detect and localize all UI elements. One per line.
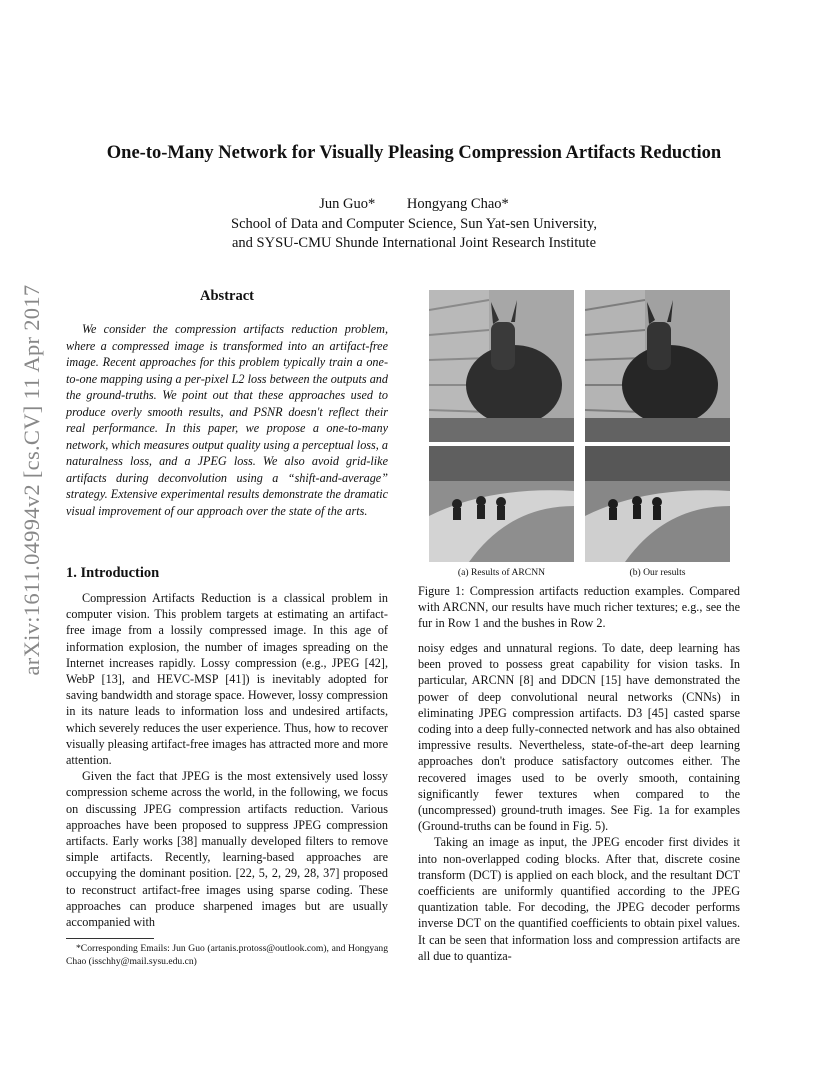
- paragraph: Given the fact that JPEG is the most extensively used lossy compression scheme across the world, in the following, we focus on discussing JPEG compression artifacts reduction. Various approaches have been proposed to suppress JPEG compression artifacts. Early works [38] manually developed filters to remove simple artifacts. Recently, learning-based approaches are occupying the dominant position. [22, 5, 2, 29, 28, 37] proposed to reconstruct artifact-free images using sparse coding. These approaches can produce sharpened images but are usually accompanied with: [66, 769, 388, 930]
- abstract-heading: Abstract: [200, 288, 254, 304]
- paragraph: Taking an image as input, the JPEG encoder first divides it into non-overlapped coding blocks. After that, discrete cosine transform (DCT) is applied on each block, and the resultant DCT coefficients are uniformly quantified according to the JPEG quantization table. For decoding, the JPEG decoder performs inverse DCT on the quantified coefficients to obtain pixel values. It can be seen that information loss and compression artifacts are all due to quantiza-: [418, 835, 740, 963]
- author-name: Jun Guo*: [319, 196, 376, 212]
- figure-image-cyclists-ours: [585, 446, 730, 562]
- affiliation-line: and SYSU-CMU Shunde International Joint Research Institute: [231, 235, 597, 251]
- footnote: *Corresponding Emails: Jun Guo (artanis.protoss@outlook.com), and Hongyang Chao (isschhy@mail.sysu.edu.cn): [66, 943, 388, 968]
- author-list: [0, 196, 828, 213]
- subfigure-caption: (a) Results of ARCNN: [457, 567, 546, 578]
- paragraph: Compression Artifacts Reduction is a classical problem in computer vision. This problem targets at estimating an artifact-free image from a lossily compressed image. In this age of information explosion, the number of images spreading on the Internet increases rapidly. Lossy compression (e.g., JPEG [42], WebP [13], and HEVC-MSP [41]) is inevitably adopted for saving bandwidth and storage space. However, lossy compression in its nature leads to information loss and undesired artifacts, which severely reduces the user experience. Thus, how to recover visually pleasing artifact-free images has attracted more and more attention.: [66, 591, 388, 768]
- abstract-text: We consider the compression artifacts reduction problem, where a compressed image is transformed into an artifact-free image. Recent approaches for this problem typically train a one-to-one mapping using a per-pixel L2 loss between the outputs and the ground-truths. We point out that these approaches used to produce overly smooth results, and PSNR doesn't reflect their real performance. In this paper, we propose a one-to-many network, which measures output quality using a perceptual loss, a naturalness loss, and a JPEG loss. We also avoid grid-like artifacts during deconvolution using a “shift-and-average” strategy. Extensive experimental results demonstrate the dramatic visual improvement of our approach over the state of the arts.: [66, 322, 388, 518]
- section-heading: 1. Introduction: [66, 565, 160, 581]
- affiliation-line: School of Data and Computer Science, Sun Yat-sen University,: [231, 216, 597, 232]
- figure-caption: Figure 1: Compression artifacts reduction examples. Compared with ARCNN, our results have much richer textures; e.g., see the fur in Row 1 and the bushes in Row 2.: [418, 584, 740, 631]
- paper-title: One-to-Many Network for Visually Pleasing Compression Artifacts Reduction: [106, 143, 722, 163]
- figure-image-llama-arcnn: [429, 290, 574, 442]
- intro-column-right: [418, 640, 740, 964]
- subfigure-caption: (b) Our results: [629, 567, 686, 578]
- figure-image-llama-ours: [585, 290, 730, 442]
- arxiv-identifier: arXiv:1611.04994v2 [cs.CV] 11 Apr 2017: [19, 284, 44, 676]
- paragraph: noisy edges and unnatural regions. To date, deep learning has been proved to possess great capability for vision tasks. In particular, ARCNN [8] and DDCN [15] have demonstrated the power of deep convolutional neural networks (CNNs) in eliminating JPEG compression artifacts. D3 [45] casted sparse coding into a deep fully-connected network and has also obtained impressive results. Nevertheless, state-of-the-art deep learning approaches don't produce satisfactory outcomes either. The recovered images used to be overly smooth, containing significantly fewer textures when compared to the (uncompressed) ground-truth images. See Fig. 1a for examples (Ground-truths can be found in Fig. 5).: [418, 641, 740, 834]
- figure-image-cyclists-arcnn: [429, 446, 574, 562]
- intro-column-left: [66, 590, 388, 930]
- footnote-rule: [66, 938, 154, 939]
- author-name: Hongyang Chao*: [406, 196, 509, 212]
